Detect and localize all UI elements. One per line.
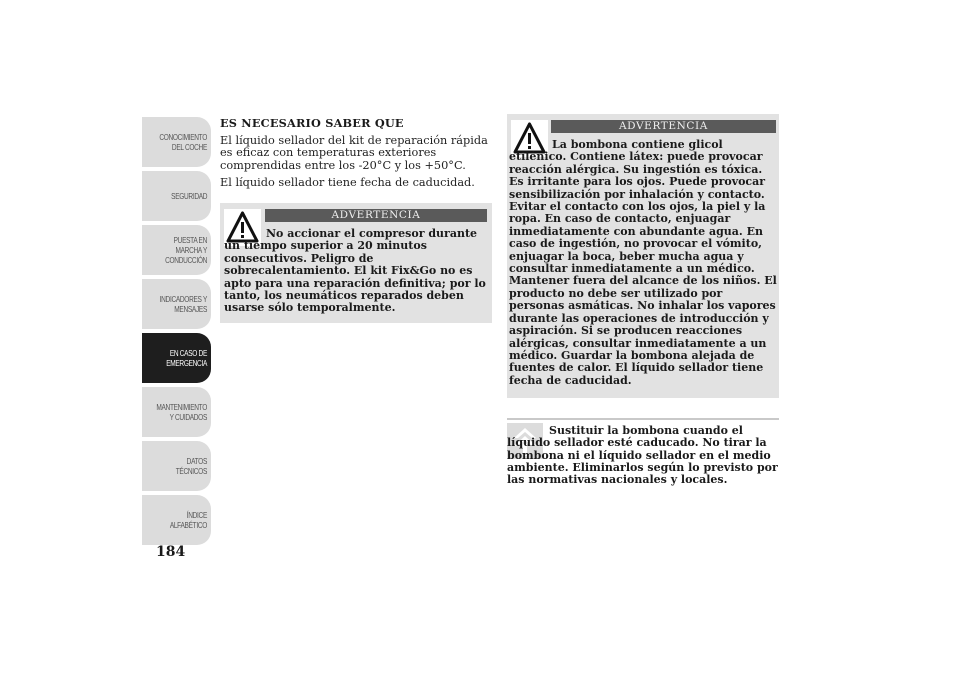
left-column — [220, 116, 492, 189]
tab-en-caso-de-emergencia[interactable] — [142, 333, 211, 383]
warning-box — [507, 114, 779, 398]
tab-label: INDICADORES Y MENSAJES — [159, 294, 207, 314]
tab-label: DATOS TÉCNICOS — [175, 456, 207, 476]
warning-text: La bombona contiene glicol etilénico. Contiene látex: puede provocar reacción alérgica. Su ingestión es tóxica. Es irritante para los ojos. Puede provocar sensibilización por inhalación y contacto. Evitar el contacto con los ojos, la piel y la ropa. En caso de contacto, enjuagar inmediatamente con abundante agua. En caso de ingestión, no provocar el vómito, enjuagar la boca, beber mucha agua y consultar inmediatamente a un médico. Mantener fuera del alcance de los niños. El producto no debe ser utilizado por personas asmáticas. No inhalar los vapores durante las operaciones de introducción y aspiración. Si se producen reacciones alérgicas, consultar inmediatamente a un médico. Guardar la bombona alejada de fuentes de calor. El líquido sellador tiene fecha de caducidad. — [509, 138, 777, 387]
tab-mantenimiento-y-cuidados[interactable] — [142, 387, 211, 437]
warning-text: No accionar el compresor durante un tiempo superior a 20 minutos consecutivos. Peligro de sobrecalentamiento. El kit Fix&Go no es apto para una reparación definitiva; por lo tanto, los neumáticos reparados deben usarse sólo temporalmente. — [224, 227, 486, 315]
tab-puesta-en-marcha[interactable] — [142, 225, 211, 275]
warning-box — [220, 203, 492, 323]
tab-seguridad[interactable] — [142, 171, 211, 221]
page-number: 184 — [156, 544, 186, 560]
tab-conocimiento-del-coche[interactable] — [142, 117, 211, 167]
warning-title: ADVERTENCIA — [551, 120, 776, 133]
tab-label: MANTENIMIENTO Y CUIDADOS — [156, 402, 207, 422]
tab-label: SEGURIDAD — [170, 191, 207, 201]
tab-label: CONOCIMIENTO DEL COCHE — [159, 132, 207, 152]
paragraph: El líquido sellador del kit de reparación rápida es eficaz con temperaturas exteriores comprendidas entre los -20°C y los +50°C. — [220, 134, 488, 172]
tab-indice-alfabetico[interactable] — [142, 495, 211, 545]
tab-datos-tecnicos[interactable] — [142, 441, 211, 491]
paragraph: El líquido sellador tiene fecha de caducidad. — [220, 175, 475, 189]
tab-label: ÍNDICE ALFABÉTICO — [169, 510, 207, 530]
warning-title: ADVERTENCIA — [265, 209, 487, 222]
note-text: Sustituir la bombona cuando el líquido sellador esté caducado. No tirar la bombona ni el líquido sellador en el medio ambiente. Eliminarlos según lo previsto por las normativas nacionales y locales. — [507, 424, 778, 487]
tab-label: EN CASO DE EMERGENCIA — [166, 348, 207, 368]
tab-indicadores-y-mensajes[interactable] — [142, 279, 211, 329]
section-heading: ES NECESARIO SABER QUE — [220, 116, 404, 130]
tab-label: PUESTA EN MARCHA Y CONDUCCIÓN — [165, 235, 207, 265]
note-divider — [507, 418, 779, 420]
